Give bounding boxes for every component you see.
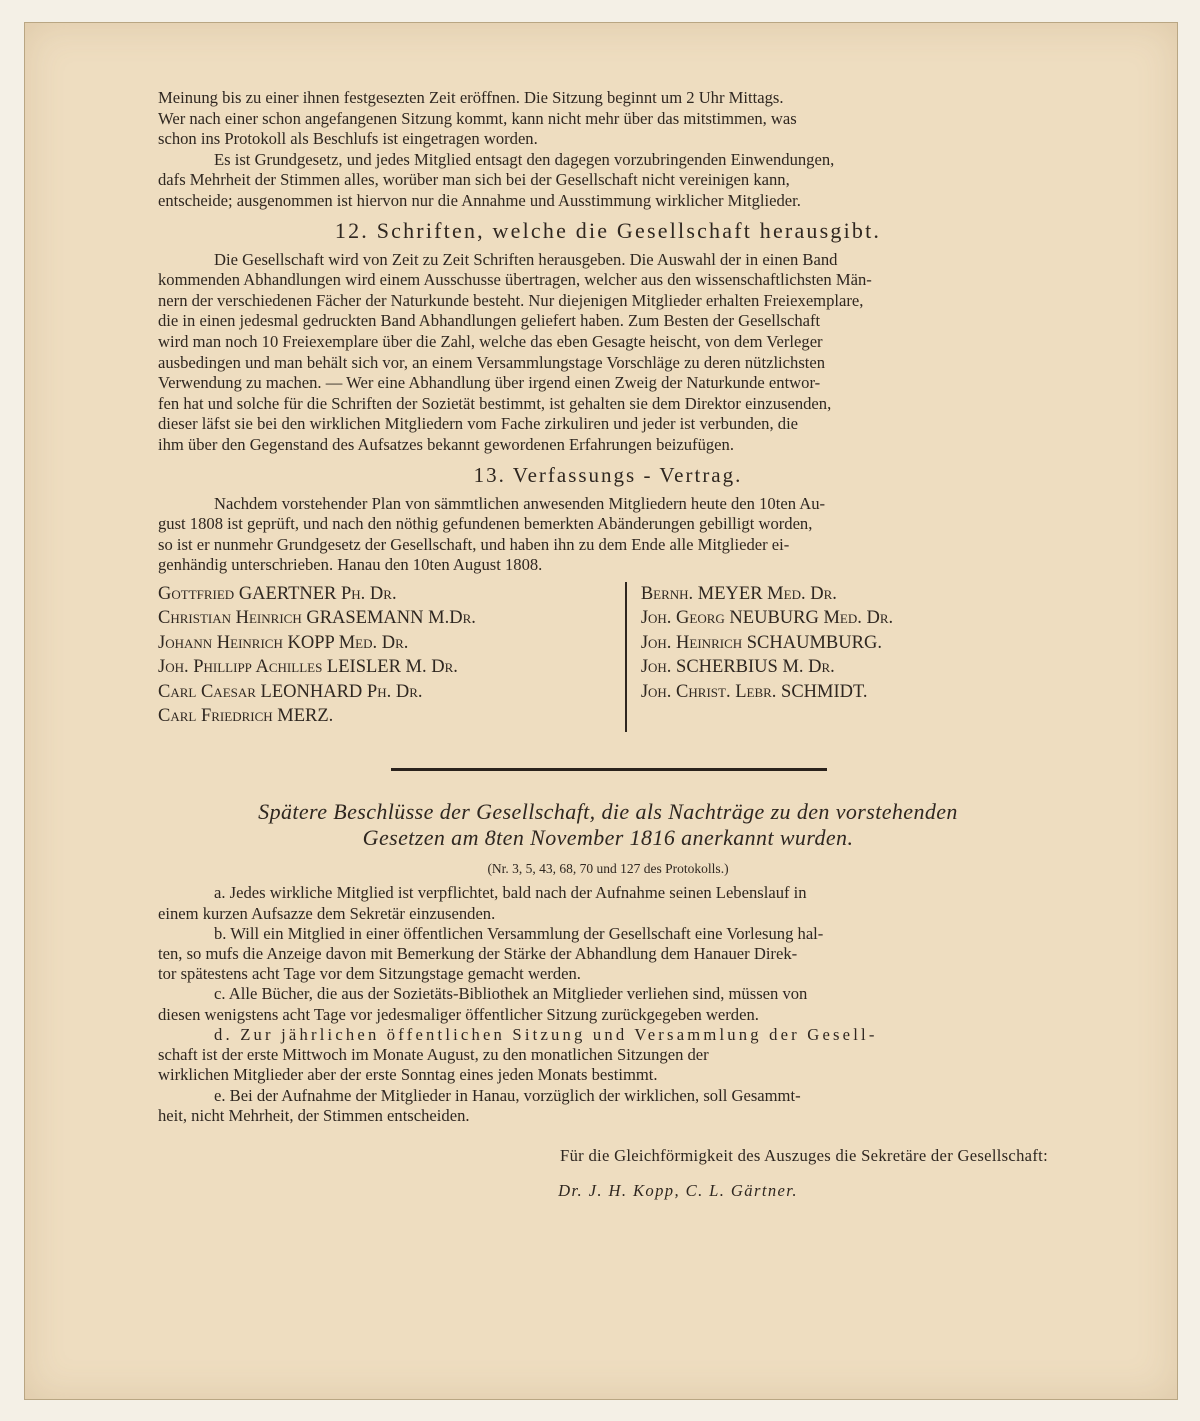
text-line: heit, nicht Mehrheit, der Stimmen entscheiden. [158,1105,470,1125]
text-line: wird man noch 10 Freiexemplare über die Zahl, welche das eben Gesagte heischt, von dem Verleger [158,331,823,351]
text-line: schon ins Protokoll als Beschlufs ist eingetragen worden. [158,129,538,149]
resolution-d [158,1025,1058,1086]
text-line: gust 1808 ist geprüft, und nach den nöthig gefundenen bemerkten Abänderungen gebilligt worden, [158,514,813,534]
text-line: tor spätestens acht Tage vor dem Sitzungstage gemacht werden. [158,964,581,984]
signature-name: Carl Caesar LEONHARD Ph. Dr. [158,681,423,702]
signature-block [158,582,1058,732]
text-line: ausbedingen und man behält sich vor, an einem Versammlungstage Vorschläge zu deren nützlichsten [158,352,826,372]
text-line: einem kurzen Aufsazze dem Sekretär einzusenden. [158,903,496,923]
text-line: c. Alle Bücher, die aus der Sozietäts-Bibliothek an Mitglieder verliehen sind, müssen von [214,984,808,1004]
signature-name: Joh. Georg NEUBURG Med. Dr. [640,608,894,629]
signature-name: Joh. SCHERBIUS M. Dr. [640,657,835,678]
text-line: genhändig unterschrieben. Hanau den 10ten August 1808. [158,555,543,575]
text-line: b. Will ein Mitglied in einer öffentlichen Versammlung der Gesellschaft eine Vorlesung hal- [214,923,824,943]
signature-name: Bernh. MEYER Med. Dr. [640,583,837,604]
text-line: die in einen jedesmal gedruckten Band Abhandlungen geliefert haben. Zum Besten der Gesellschaft [158,311,821,331]
text-line: Meinung bis zu einer ihnen festgesezten Zeit eröffnen. Die Sitzung beginnt um 2 Uhr Mittags. [158,88,784,107]
text-line: ten, so mufs die Anzeige davon mit Bemerkung der Stärke der Abhandlung dem Hanauer Direk- [158,944,798,964]
section-divider [391,768,827,771]
signature-name: Gottfried GAERTNER Ph. Dr. [158,583,397,604]
text-line: dieser läfst sie bei den wirklichen Mitgliedern vom Fache zirkuliren und jeder ist verbunden, die [158,414,799,434]
opening-paragraph [158,88,1058,150]
signature-column-right [625,582,1058,732]
text-line: a. Jedes wirkliche Mitglied ist verpflichtet, bald nach der Aufnahme seinen Lebenslauf in [214,883,807,903]
resolution-a [158,883,1058,923]
supplement-title-line: Spätere Beschlüsse der Gesellschaft, die als Nachträge zu den vorstehenden [258,798,958,824]
grundgesetz-paragraph [158,150,1058,212]
text-line: Nachdem vorstehender Plan von sämmtlichen anwesenden Mitgliedern heute den 10ten Au- [214,493,826,513]
text-line: e. Bei der Aufnahme der Mitglieder in Hanau, vorzüglich der wirklichen, soll Gesammt- [214,1085,801,1105]
supplement-title-line: Gesetzen am 8ten November 1816 anerkannt wurden. [362,824,854,850]
signature-name: Joh. Christ. Lebr. SCHMIDT. [640,681,868,702]
document-body [158,88,1058,1201]
resolution-b [158,924,1058,985]
text-line: Es ist Grundgesetz, und jedes Mitglied entsagt den dagegen vorzubringenden Einwendungen, [214,149,835,169]
text-line: entscheide; ausgenommen ist hiervon nur die Annahme und Ausstimmung wirklicher Mitglieder. [158,190,801,210]
text-line: wirklichen Mitglieder aber der erste Sonntag eines jeden Monats bestimmt. [158,1065,658,1085]
signature-name: Joh. Heinrich SCHAUMBURG. [640,632,882,653]
resolution-e [158,1086,1058,1126]
text-line: dafs Mehrheit der Stimmen alles, worüber man sich bei der Gesellschaft nicht vereinigen kann, [158,170,790,190]
signature-name: Christian Heinrich GRASEMANN M.Dr. [158,608,476,629]
signature-column-left [158,582,625,732]
section-13-paragraph [158,494,1058,576]
resolution-c [158,984,1058,1024]
signature-name: Joh. Phillipp Achilles LEISLER M. Dr. [158,657,458,678]
text-line: diesen wenigstens acht Tage vor jedesmaliger öffentlicher Sitzung zurückgegeben werden. [158,1004,759,1024]
text-line: nern der verschiedenen Fächer der Naturkunde besteht. Nur diejenigen Mitglieder erhalten Freiexemplare, [158,290,864,310]
protocol-reference: (Nr. 3, 5, 43, 68, 70 und 127 des Protokolls.) [487,860,729,876]
signature-name: Johann Heinrich KOPP Med. Dr. [158,632,409,653]
closing-statement: Für die Gleichförmigkeit des Auszuges die Sekretäre der Gesellschaft: [560,1145,1048,1165]
text-line: d. Zur jährlichen öffentlichen Sitzung und Versammlung der Gesell- [214,1024,878,1044]
text-line: Verwendung zu machen. — Wer eine Abhandlung über irgend einen Zweig der Naturkunde entwor- [158,373,821,393]
text-line: schaft ist der erste Mittwoch im Monate August, zu den monatlichen Sitzungen der [158,1045,709,1065]
text-line: ihm über den Gegenstand des Aufsatzes bekannt gewordenen Erfahrungen beizufügen. [158,434,734,454]
text-line: Wer nach einer schon angefangenen Sitzung kommt, kann nicht mehr über das mitstimmen, was [158,108,797,128]
text-line: so ist er nunmehr Grundgesetz der Gesellschaft, und haben ihn zu dem Ende alle Mitglieder ei- [158,534,790,554]
text-line: Die Gesellschaft wird von Zeit zu Zeit Schriften herausgeben. Die Auswahl der in einen Band [214,249,838,269]
secretaries-signature: Dr. J. H. Kopp, C. L. Gärtner. [558,1180,798,1200]
text-line: kommenden Abhandlungen wird einem Ausschusse übertragen, welcher aus den wissenschaftlichsten Män- [158,270,872,290]
signature-name: Carl Friedrich MERZ. [158,706,334,727]
section-13-heading: 13. Verfassungs - Vertrag. [473,462,743,487]
section-12-paragraph [158,250,1058,456]
section-12-heading: 12. Schriften, welche die Gesellschaft herausgibt. [334,217,882,243]
text-line: fen hat und solche für die Schriften der Sozietät bestimmt, ist gehalten sie dem Direktor einzusenden, [158,393,832,413]
supplement-title [158,799,1058,851]
